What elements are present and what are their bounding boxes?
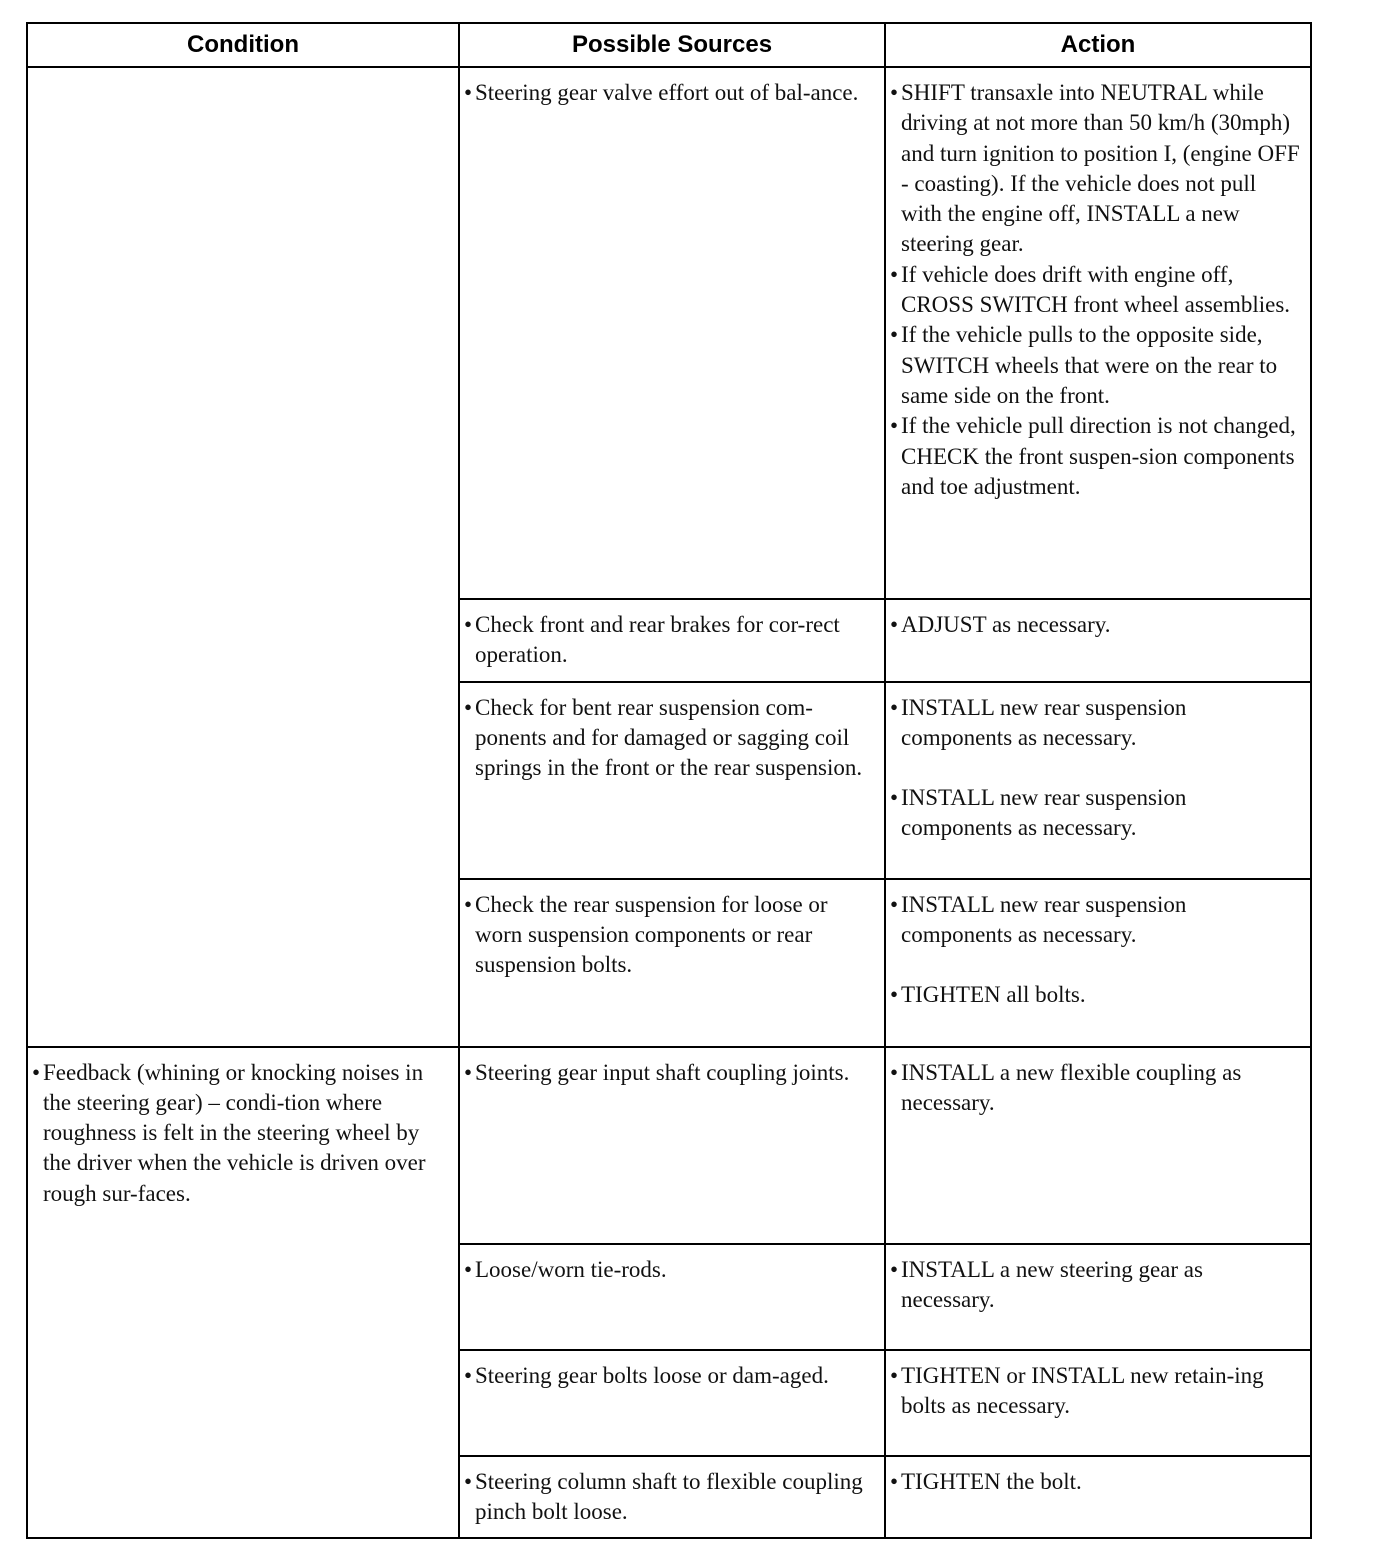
- action-cell: [885, 599, 1311, 682]
- header-condition: Condition: [27, 23, 459, 67]
- condition-cell: [27, 1047, 459, 1539]
- action-item: • INSTALL a new steering gear as necessary.: [890, 1255, 1302, 1316]
- table-row: [27, 67, 1311, 599]
- source-item: • Steering gear valve effort out of bal-ance.: [464, 78, 876, 108]
- source-cell: [459, 682, 885, 879]
- source-item: • Check the rear suspension for loose or worn suspension components or rear suspension bolts.: [464, 890, 876, 981]
- condition-item: • Feedback (whining or knocking noises in the steering gear) – condi-tion where roughness is felt in the steering wheel by the driver when the vehicle is driven over rough sur-faces.: [32, 1058, 450, 1209]
- action-cell: [885, 1456, 1311, 1539]
- action-item: • INSTALL new rear suspension components as necessary.: [890, 693, 1302, 754]
- source-item: • Check for bent rear suspension com-ponents and for damaged or sagging coil springs in the front or the rear suspension.: [464, 693, 876, 784]
- action-item: • If the vehicle pulls to the opposite side, SWITCH wheels that were on the rear to same side on the front.: [890, 320, 1302, 411]
- source-cell: [459, 599, 885, 682]
- action-item: • ADJUST as necessary.: [890, 610, 1302, 640]
- table-row: [27, 1047, 1311, 1244]
- source-cell: [459, 1456, 885, 1539]
- source-cell: [459, 1047, 885, 1244]
- source-cell: [459, 1350, 885, 1456]
- action-item: • TIGHTEN the bolt.: [890, 1467, 1302, 1497]
- action-item: • TIGHTEN or INSTALL new retain-ing bolts as necessary.: [890, 1361, 1302, 1422]
- header-action: Action: [885, 23, 1311, 67]
- source-item: • Steering column shaft to flexible coupling pinch bolt loose.: [464, 1467, 876, 1528]
- source-cell: [459, 1244, 885, 1350]
- source-item: • Steering gear bolts loose or dam-aged.: [464, 1361, 876, 1391]
- header-row: [27, 23, 1311, 67]
- action-item: • If the vehicle pull direction is not changed, CHECK the front suspen-sion components and toe adjustment.: [890, 411, 1302, 502]
- diagnosis-table: [26, 22, 1312, 1539]
- action-item: • INSTALL new rear suspension components as necessary.: [890, 890, 1302, 951]
- source-cell: [459, 879, 885, 1047]
- action-item: • If vehicle does drift with engine off, CROSS SWITCH front wheel assemblies.: [890, 260, 1302, 321]
- action-cell: [885, 879, 1311, 1047]
- source-item: • Steering gear input shaft coupling joints.: [464, 1058, 876, 1088]
- action-cell: [885, 682, 1311, 879]
- source-item: • Check front and rear brakes for cor-rect operation.: [464, 610, 876, 671]
- action-item: • INSTALL a new flexible coupling as necessary.: [890, 1058, 1302, 1119]
- condition-cell: [27, 67, 459, 1047]
- source-item: • Loose/worn tie-rods.: [464, 1255, 876, 1285]
- action-item: • TIGHTEN all bolts.: [890, 980, 1302, 1010]
- action-cell: [885, 1350, 1311, 1456]
- action-cell: [885, 67, 1311, 599]
- action-item: • SHIFT transaxle into NEUTRAL while driving at not more than 50 km/h (30mph) and turn ignition to position I, (engine OFF - coasting). If the vehicle does not pull with the engine off, INSTALL a new steering gear.: [890, 78, 1302, 260]
- action-cell: [885, 1047, 1311, 1244]
- action-item: • INSTALL new rear suspension components as necessary.: [890, 783, 1302, 844]
- source-cell: [459, 67, 885, 599]
- action-cell: [885, 1244, 1311, 1350]
- header-possible-sources: Possible Sources: [459, 23, 885, 67]
